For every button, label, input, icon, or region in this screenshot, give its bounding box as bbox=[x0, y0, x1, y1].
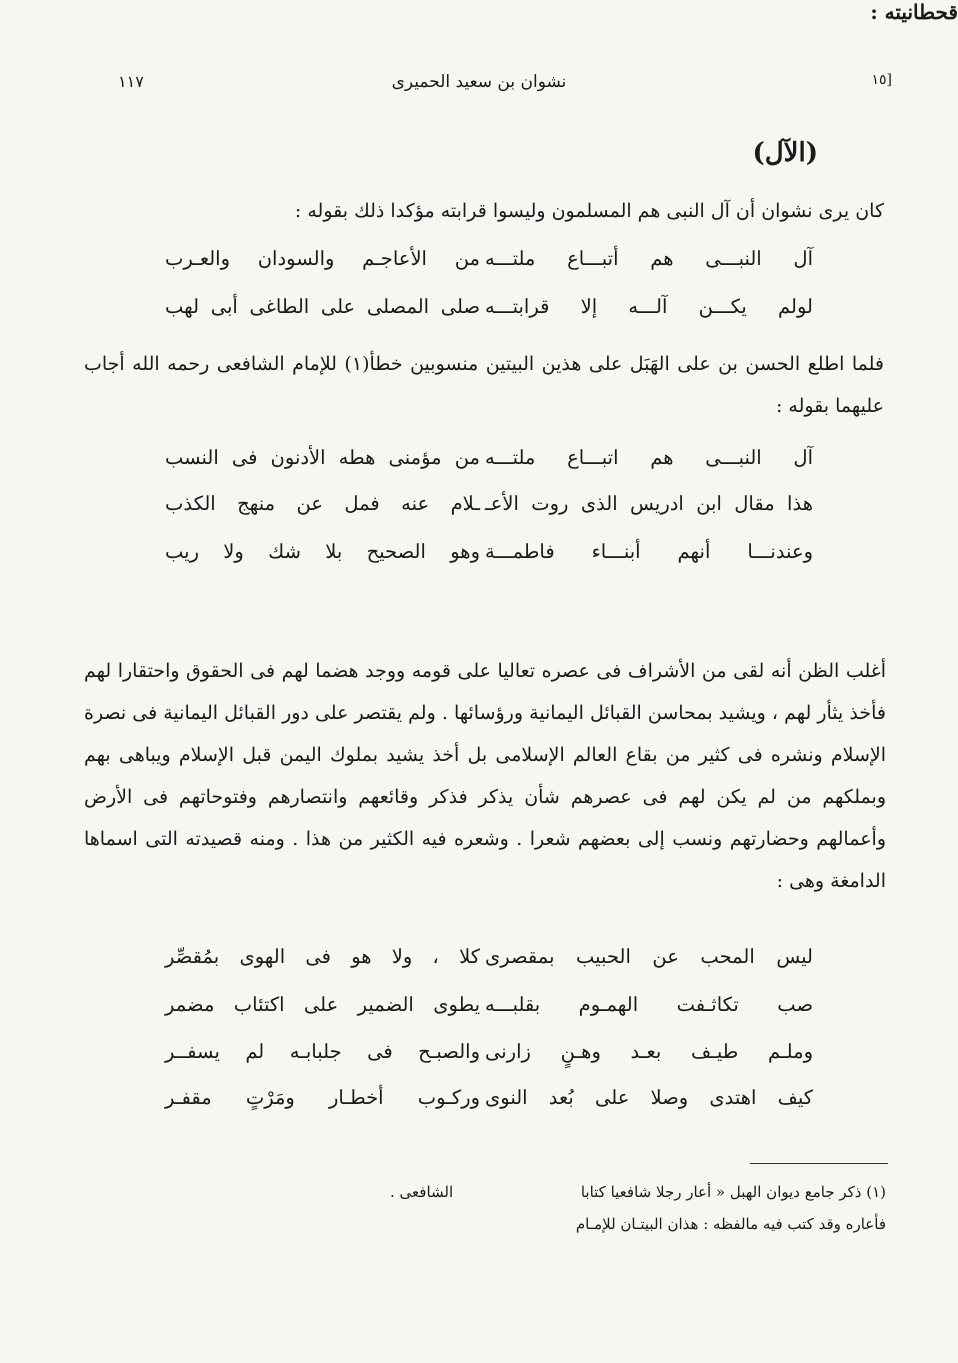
page-number: ١١٧ bbox=[118, 72, 144, 91]
footnote-line: فأعاره وقد كتب فيه مالفظه : هذان البيتـان للإمـام bbox=[575, 1215, 886, 1233]
footnote-line-end: الشافعى . bbox=[390, 1183, 454, 1201]
subheading: قحطانيته : bbox=[870, 0, 958, 24]
verse-hemistich: آل النبـــى هم اتبـــاع ملتـــه bbox=[485, 446, 813, 469]
section-title: (الآل) bbox=[752, 138, 818, 168]
verse-hemistich: وهو الصحيح بلا شك ولا ريب bbox=[165, 540, 480, 563]
verse-hemistich: كيف اهتدى وصلا على بُعد النوى bbox=[485, 1086, 813, 1109]
verse-hemistich: آل النبـــى هم أتبـــاع ملتـــه bbox=[485, 247, 813, 270]
verse-hemistich: وعندنـــا أنهم أبنـــاء فاطمـــة bbox=[485, 540, 813, 563]
verse-hemistich: وملـم طيـف بعـد وهـنٍ زارنى bbox=[485, 1040, 813, 1063]
body-paragraph: فلما اطلع الحسن بن على الهَبَل على هذين البيتين منسوبين خطأ(١) للإمام الشافعى رحمه الله أجاب عليهما بقوله : bbox=[84, 353, 884, 417]
verse-hemistich: صلى المصلى على الطاغى أبى لهب bbox=[165, 295, 480, 318]
verse-hemistich: من مؤمنى هطه الأدنون فى النسب bbox=[165, 446, 480, 469]
verse-hemistich: يطوى الضمير على اكتئاب مضمر bbox=[165, 993, 480, 1016]
footnote-divider bbox=[750, 1163, 888, 1164]
running-title: نشوان بن سعيد الحميرى bbox=[391, 72, 567, 92]
verse-hemistich: ـلام عنه فمل عن منهج الكذب bbox=[165, 492, 480, 515]
verse-hemistich: من الأعاجـم والسودان والعـرب bbox=[165, 247, 480, 270]
verse-hemistich: هذا مقال ابن ادريس الذى روت الأعـ bbox=[485, 492, 813, 515]
section-mark: [١٥ bbox=[871, 72, 892, 88]
verse-hemistich: والصبـح فى جلبابـه لم يسفــر bbox=[165, 1040, 480, 1063]
footnote-line: (١) ذكر جامع ديوان الهبل « أعار رجلا شافعيا كتابا bbox=[580, 1183, 886, 1201]
verse-hemistich: لولم يكـــن آلـــه إلا قرابتـــه bbox=[485, 295, 813, 318]
verse-hemistich: صب تكاثـفت الهمـوم بقلبـــه bbox=[485, 993, 813, 1016]
intro-paragraph: كان يرى نشوان أن آل النبى هم المسلمون وليسوا قرابته مؤكدا ذلك بقوله : bbox=[294, 200, 884, 222]
verse-hemistich: وركـوب أخطـار ومَرْتٍ مقفـر bbox=[165, 1086, 480, 1109]
verse-hemistich: كلا ، ولا هو فى الهوى بمُقصِّر bbox=[165, 945, 480, 968]
body-paragraph: أغلب الظن أنه لقى من الأشراف فى عصره تعاليا على قومه ووجد هضما لهم فى الحقوق واحتقارا لهم فأخذ يثأر لهم ، ويشيد بمحاسن القبائل اليمانية ورؤسائها . ولم يقتصر على دور القبائل اليمانية فى نصرة الإسلام ونشره فى كثير من بقاع العالم الإسلامى بل أخذ يشيد بملوك اليمن قبل الإسلام ويباهى بهم وبملكهم من لم يكن لهم فى عصرهم شأن يذكر فذكر وقائعهم وانتصارهم وفتوحاتهم فى الأرض وأعمالهم وحضارتهم ونسب إلى بعضهم شعرا . وشعره فيه الكثير من هذا . ومنه قصيدته التى اسماها الدامغة وهى : bbox=[84, 660, 886, 892]
verse-hemistich: ليس المحب عن الحبيب بمقصرى bbox=[485, 945, 813, 968]
